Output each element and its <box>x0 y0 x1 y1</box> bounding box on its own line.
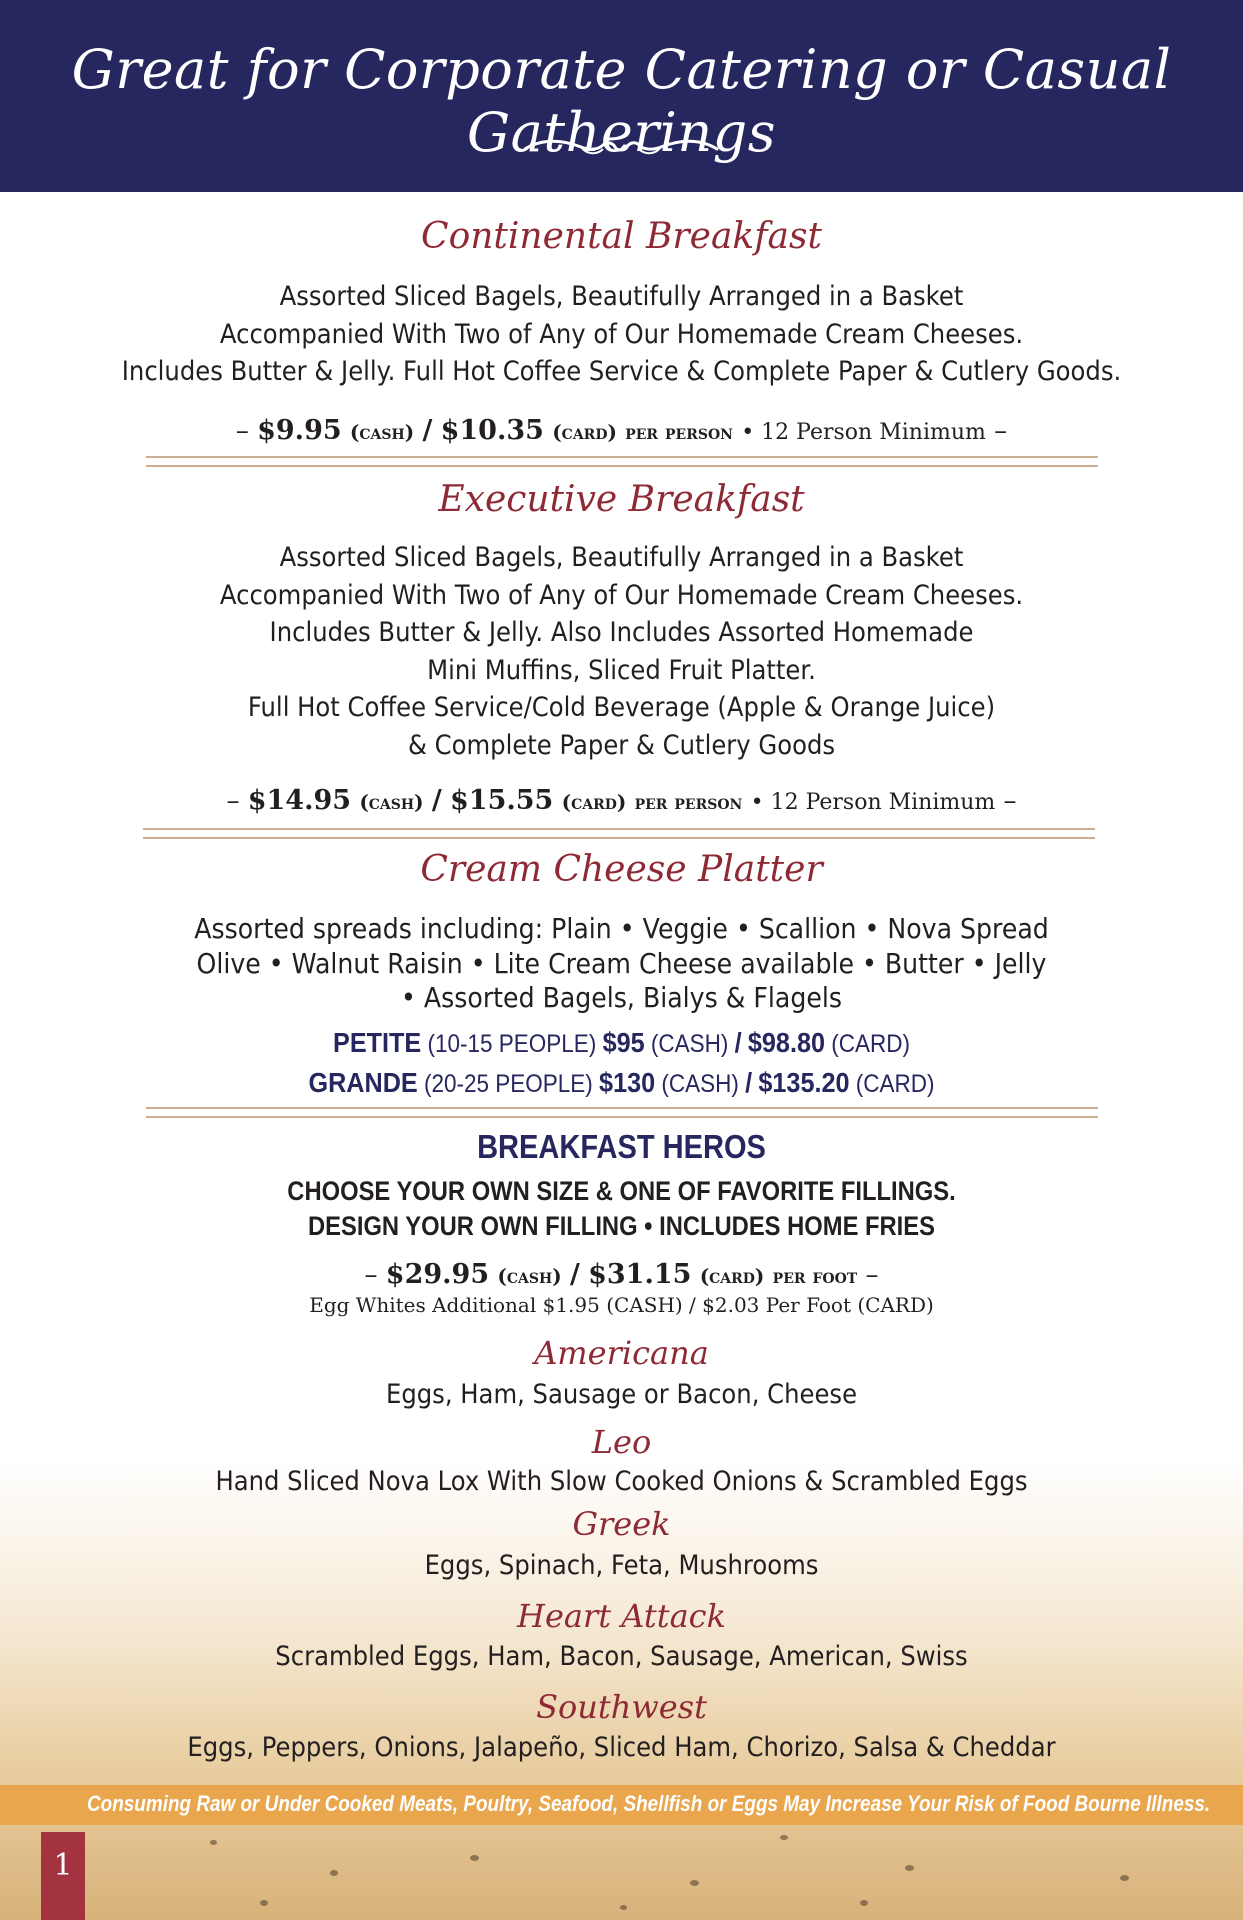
dash: – <box>364 1260 378 1290</box>
description-line: Accompanied With Two of Any of Our Homemade Cream Cheeses. <box>219 318 1024 350</box>
description-line: Includes Butter & Jelly. Also Includes Assorted Homemade <box>269 617 974 648</box>
filling-desc-text: Eggs, Spinach, Feta, Mushrooms <box>424 1550 819 1581</box>
price-unit: per person <box>625 420 733 444</box>
price-unit: per person <box>634 790 743 814</box>
filling-description <box>62 1376 1181 1414</box>
dash: – <box>235 416 249 446</box>
dash: – <box>1003 786 1017 816</box>
filling-desc-text: Eggs, Ham, Sausage or Bacon, Cheese <box>385 1379 858 1410</box>
filling-name-heart-attack: Heart Attack <box>517 1597 726 1635</box>
petite-price-line <box>62 1027 1181 1059</box>
egg-whites-note: Egg Whites Additional $1.95 (CASH) / $2.03 Per Foot (CARD) <box>309 1293 934 1317</box>
continental-description <box>62 278 1181 391</box>
price-separator: / <box>422 415 433 446</box>
executive-description <box>62 539 1181 764</box>
price-separator: / <box>734 1027 742 1058</box>
divider-rule <box>146 456 1098 467</box>
filling-name-greek: Greek <box>572 1505 671 1543</box>
heros-price-line <box>0 1259 1243 1290</box>
cash-label: (cash) <box>497 1264 562 1288</box>
card-label: (CARD) <box>855 1070 935 1098</box>
description-line: Mini Muffins, Sliced Fruit Platter. <box>427 654 816 686</box>
header-banner <box>0 0 1243 192</box>
filling-description <box>62 1463 1181 1501</box>
dash: – <box>994 416 1008 446</box>
card-label: (card) <box>561 790 627 814</box>
flourish-ornament-icon <box>521 135 721 159</box>
subtitle-line: DESIGN YOUR OWN FILLING • INCLUDES HOME FRIES <box>308 1211 935 1241</box>
person-minimum: • 12 Person Minimum <box>750 790 996 815</box>
grande-price-line <box>62 1067 1181 1099</box>
card-price: $15.55 <box>450 785 554 816</box>
size-people: (10-15 PEOPLE) <box>427 1030 597 1058</box>
price-separator: / <box>745 1067 753 1098</box>
price-separator: / <box>431 785 442 816</box>
description-line: Olive • Walnut Raisin • Lite Cream Cheese available • Butter • Jelly <box>196 946 1047 980</box>
size-name: PETITE <box>333 1027 422 1058</box>
cash-price: $9.95 <box>257 415 342 446</box>
divider-rule <box>146 1107 1098 1118</box>
cash-label: (CASH) <box>650 1030 729 1058</box>
food-safety-warning: Consuming Raw or Under Cooked Meats, Poultry, Seafood, Shellfish or Eggs May Increase Your Risk of Food Bourne Illness. <box>87 1791 1211 1816</box>
description-line: & Complete Paper & Cutlery Goods <box>407 729 836 761</box>
heros-subtitle <box>75 1174 1169 1244</box>
description-line: Accompanied With Two of Any of Our Homemade Cream Cheeses. <box>219 579 1024 611</box>
cash-price: $29.95 <box>385 1259 490 1290</box>
cream-cheese-description <box>62 912 1181 1016</box>
description-line: Assorted spreads including: Plain • Veggie • Scallion • Nova Spread <box>194 912 1049 945</box>
filling-description <box>62 1729 1181 1767</box>
filling-desc-text: Eggs, Peppers, Onions, Jalapeño, Sliced Ham, Chorizo, Salsa & Cheddar <box>187 1732 1056 1763</box>
card-price: $98.80 <box>747 1027 825 1058</box>
size-people: (20-25 PEOPLE) <box>423 1070 593 1098</box>
filling-description <box>62 1547 1181 1585</box>
filling-name-southwest: Southwest <box>536 1688 707 1726</box>
cream-cheese-title: Cream Cheese Platter <box>420 849 823 890</box>
price-separator: / <box>569 1259 580 1290</box>
description-line: • Assorted Bagels, Bialys & Flagels <box>401 981 842 1014</box>
cash-price: $14.95 <box>247 785 352 816</box>
card-price: $135.20 <box>758 1067 850 1098</box>
continental-price-line <box>0 415 1243 446</box>
cash-price: $130 <box>599 1067 656 1098</box>
food-safety-warning-bar <box>0 1785 1243 1825</box>
header-title: Great for Corporate Catering or Casual Gatherings <box>71 38 1172 164</box>
page-number: 1 <box>41 1832 85 1920</box>
filling-name-leo: Leo <box>591 1423 652 1461</box>
heros-title: BREAKFAST HEROS <box>477 1128 766 1165</box>
continental-title: Continental Breakfast <box>421 216 822 257</box>
person-minimum: • 12 Person Minimum <box>741 420 986 445</box>
executive-title: Executive Breakfast <box>438 479 805 520</box>
filling-desc-text: Hand Sliced Nova Lox With Slow Cooked Onions & Scrambled Eggs <box>215 1466 1028 1497</box>
price-unit: per foot <box>772 1264 858 1288</box>
cash-price: $95 <box>602 1027 645 1058</box>
description-line: Assorted Sliced Bagels, Beautifully Arranged in a Basket <box>279 542 964 573</box>
subtitle-line: CHOOSE YOUR OWN SIZE & ONE OF FAVORITE FILLINGS. <box>287 1176 956 1206</box>
cash-label: (CASH) <box>661 1070 739 1098</box>
dash: – <box>865 1260 879 1290</box>
filling-description <box>62 1638 1181 1676</box>
description-line: Includes Butter & Jelly. Full Hot Coffee Service & Complete Paper & Cutlery Goods. <box>121 356 1122 387</box>
card-label: (CARD) <box>831 1030 910 1058</box>
executive-price-line <box>0 785 1243 816</box>
filling-desc-text: Scrambled Eggs, Ham, Bacon, Sausage, American, Swiss <box>275 1641 968 1672</box>
card-label: (card) <box>699 1264 765 1288</box>
filling-name-americana: Americana <box>534 1334 709 1372</box>
size-name: GRANDE <box>308 1067 418 1098</box>
divider-rule <box>143 828 1095 839</box>
cash-label: (cash) <box>359 790 424 814</box>
cash-label: (cash) <box>349 420 415 444</box>
description-line: Full Hot Coffee Service/Cold Beverage (Apple & Orange Juice) <box>247 692 996 723</box>
card-label: (card) <box>552 420 617 444</box>
description-line: Assorted Sliced Bagels, Beautifully Arranged in a Basket <box>279 281 964 312</box>
card-price: $10.35 <box>440 415 544 446</box>
dash: – <box>226 786 240 816</box>
card-price: $31.15 <box>588 1259 692 1290</box>
